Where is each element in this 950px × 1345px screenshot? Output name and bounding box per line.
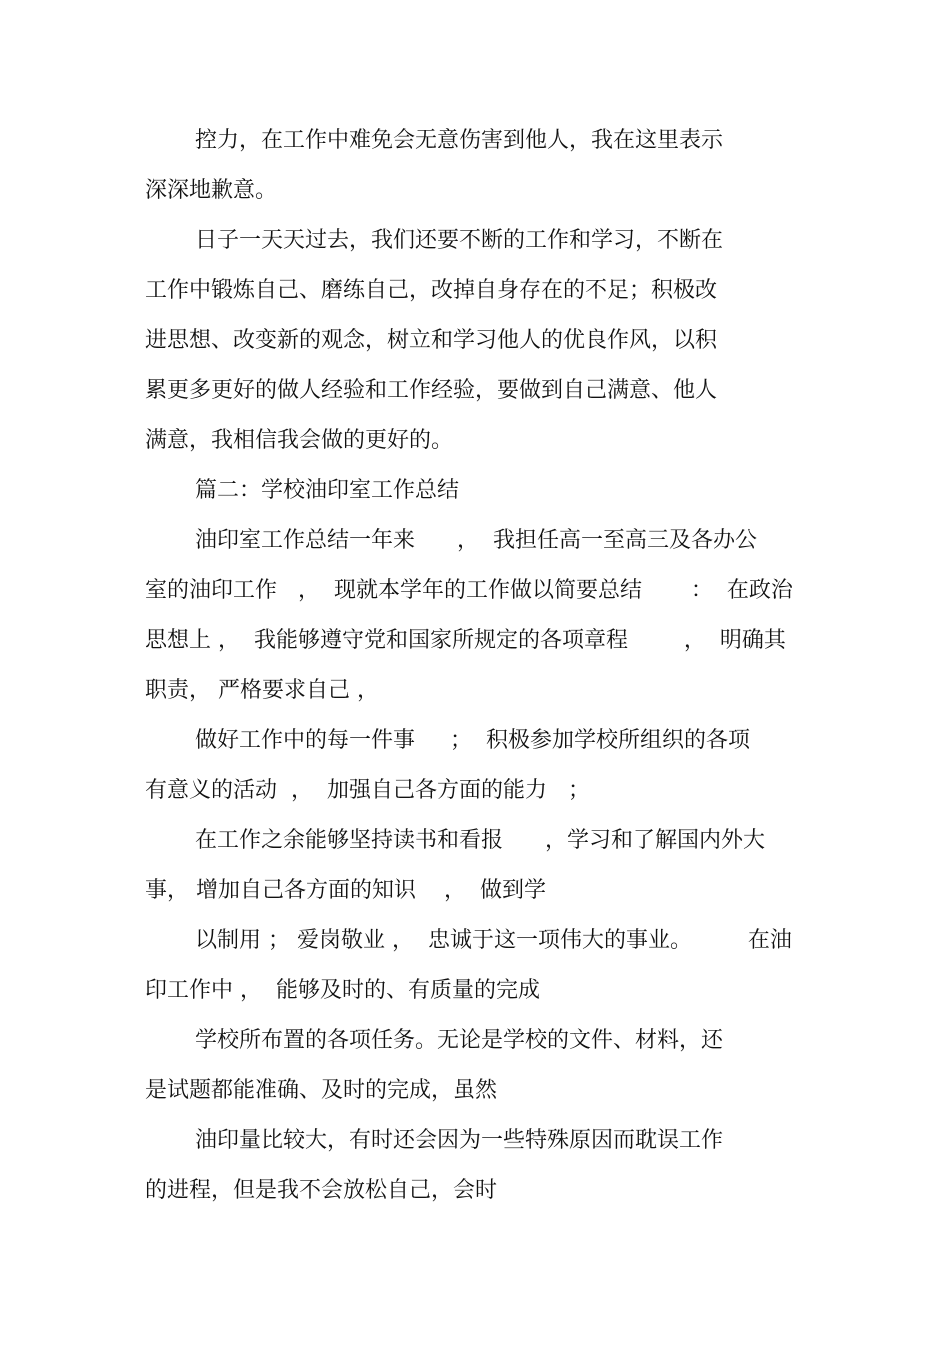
paragraph-line: 满意，我相信我会做的更好的。 — [145, 428, 454, 453]
paragraph-line: 日子一天天过去，我们还要不断的工作和学习，不断在 — [195, 228, 724, 253]
paragraph-line: 累更多更好的做人经验和工作经验，要做到自己满意、他人 — [145, 378, 718, 403]
paragraph-line: 事， 增加自己各方面的知识 ， 做到学 — [145, 878, 546, 903]
paragraph-line: 有意义的活动 ， 加强自己各方面的能力 ； — [145, 778, 590, 803]
paragraph-line: 思想上 ， 我能够遵守党和国家所规定的各项章程 ， 明确其 — [145, 628, 786, 653]
paragraph-line: 控力，在工作中难免会无意伤害到他人，我在这里表示 — [195, 128, 724, 153]
section-heading: 篇二：学校油印室工作总结 — [195, 478, 460, 503]
paragraph-line: 以制用 ； 爱岗敬业 ， 忠诚于这一项伟大的事业。 在油 — [195, 928, 792, 953]
paragraph-line: 进思想、改变新的观念，树立和学习他人的优良作风，以积 — [145, 328, 718, 353]
paragraph-line: 做好工作中的每一件事 ； 积极参加学校所组织的各项 — [195, 728, 750, 753]
paragraph-line: 深深地歉意。 — [145, 178, 278, 203]
paragraph-line: 室的油印工作 ， 现就本学年的工作做以简要总结 ： 在政治 — [145, 578, 793, 603]
paragraph-line: 油印室工作总结一年来 ， 我担任高一至高三及各办公 — [195, 528, 757, 553]
paragraph-line: 工作中锻炼自己、磨练自己，改掉自身存在的不足；积极改 — [145, 278, 718, 303]
paragraph-line: 油印量比较大，有时还会因为一些特殊原因而耽误工作 — [195, 1128, 724, 1153]
paragraph-line: 是试题都能准确、及时的完成，虽然 — [145, 1078, 498, 1103]
paragraph-line: 职责， 严格要求自己 ， — [145, 678, 379, 703]
paragraph-line: 学校所布置的各项任务。无论是学校的文件、材料，还 — [195, 1028, 724, 1053]
paragraph-line: 印工作中 ， 能够及时的、有质量的完成 — [145, 978, 540, 1003]
paragraph-line: 在工作之余能够坚持读书和看报 ，学习和了解国内外大 — [195, 828, 765, 853]
paragraph-line: 的进程，但是我不会放松自己，会时 — [145, 1178, 498, 1203]
